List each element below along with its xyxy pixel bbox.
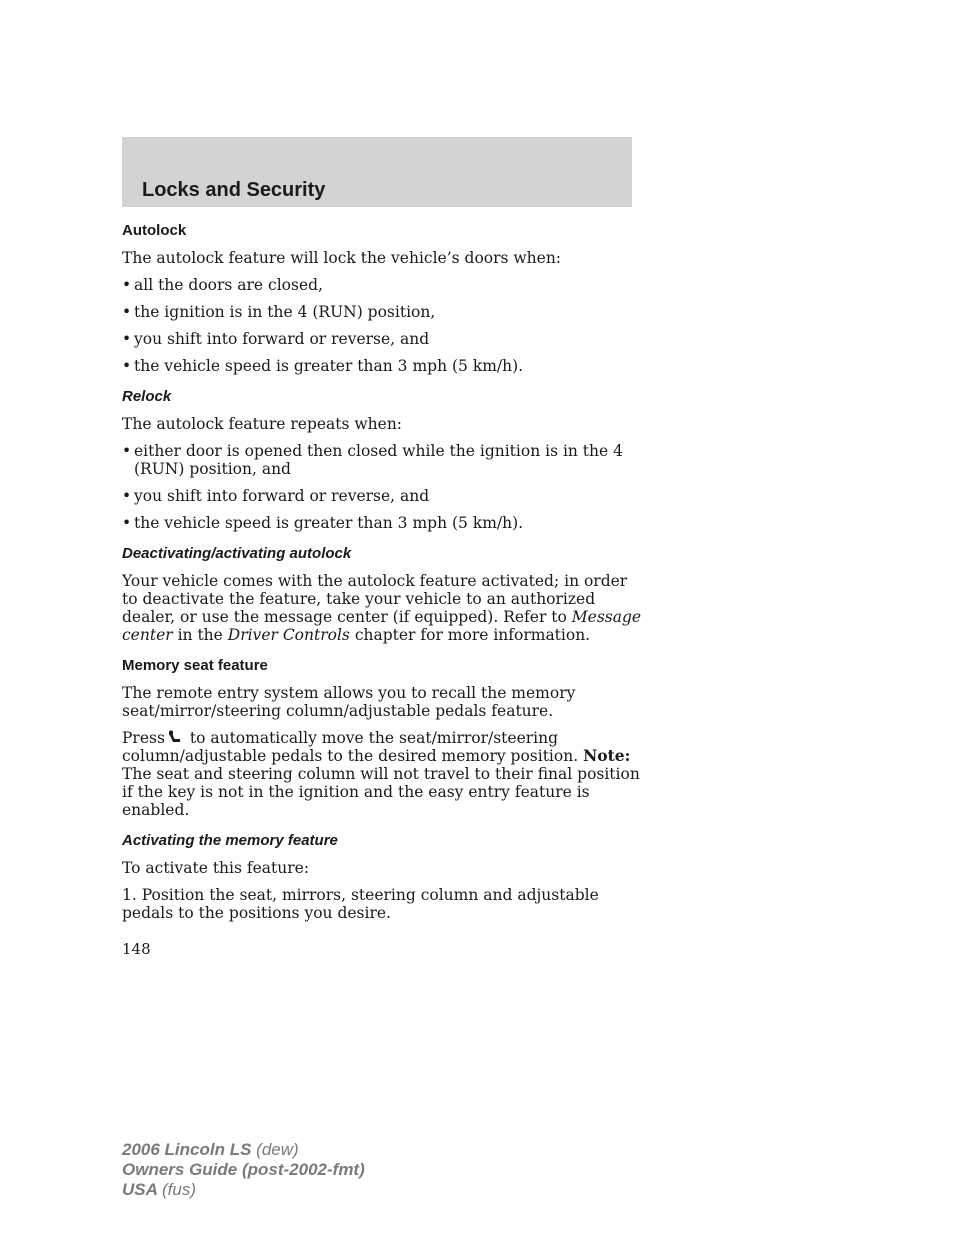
- section-title: Locks and Security: [142, 179, 326, 201]
- list-item: • the ignition is in the 4 (RUN) position,: [122, 303, 436, 321]
- relock-heading: Relock: [122, 388, 172, 405]
- note-label: Note:: [583, 746, 631, 765]
- bullet-icon: •: [122, 442, 132, 460]
- autolock-heading: Autolock: [122, 222, 187, 239]
- bullet-icon: •: [122, 276, 132, 294]
- section-header-band: [122, 137, 632, 207]
- footer-line-vehicle: 2006 Lincoln LS (dew): [122, 1140, 299, 1159]
- bullet-icon: •: [122, 487, 132, 505]
- deactivating-autolock-heading: Deactivating/activating autolock: [122, 545, 352, 562]
- memory-seat-intro: The remote entry system allows you to recall the memory seat/mirror/steering column/adjustable pedals feature.: [122, 684, 576, 720]
- deactivating-autolock-text: Your vehicle comes with the autolock feature activated; in order to deactivate the feature, take your vehicle to an authorized dealer, or use the message center (if equipped). Refer to Message center in the Driver Controls chapter for more information.: [122, 572, 642, 644]
- driver-controls-reference: Driver Controls: [227, 626, 350, 644]
- bullet-icon: •: [122, 514, 132, 532]
- list-item: • all the doors are closed,: [122, 276, 323, 294]
- bullet-icon: •: [122, 330, 132, 348]
- activating-memory-heading: Activating the memory feature: [122, 832, 338, 849]
- bullet-icon: •: [122, 303, 132, 321]
- memory-seat-icon: [167, 730, 181, 744]
- memory-seat-heading: Memory seat feature: [122, 657, 268, 674]
- list-item: • the vehicle speed is greater than 3 mph (5 km/h).: [122, 357, 524, 375]
- autolock-intro: The autolock feature will lock the vehicle’s doors when:: [122, 249, 562, 267]
- list-item: • the vehicle speed is greater than 3 mph (5 km/h).: [122, 514, 524, 532]
- list-item: • either door is opened then closed while the ignition is in the 4 (RUN) position, and: [122, 442, 623, 478]
- relock-conditions-list: [122, 442, 642, 532]
- message-center-reference: Message center: [122, 608, 642, 644]
- memory-seat-instructions: Press to automatically move the seat/mirror/steering column/adjustable pedals to the desired memory position. Note: The seat and steering column will not travel to their final position if the key is not in the ignition and the easy entry feature is enabled.: [122, 729, 640, 819]
- list-item: • you shift into forward or reverse, and: [122, 487, 430, 505]
- activating-memory-step-1: 1. Position the seat, mirrors, steering column and adjustable pedals to the positions you desire.: [122, 886, 599, 922]
- bullet-icon: •: [122, 357, 132, 375]
- activating-memory-intro: To activate this feature:: [122, 859, 310, 877]
- footer-line-guide: Owners Guide (post-2002-fmt): [122, 1160, 365, 1179]
- list-item: • you shift into forward or reverse, and: [122, 330, 430, 348]
- autolock-conditions-list: [122, 276, 642, 375]
- footer-line-market: USA (fus): [122, 1180, 196, 1199]
- relock-intro: The autolock feature repeats when:: [122, 415, 403, 433]
- page-body: [122, 222, 642, 931]
- page-number: 148: [122, 940, 151, 958]
- document-footer: [122, 1140, 365, 1200]
